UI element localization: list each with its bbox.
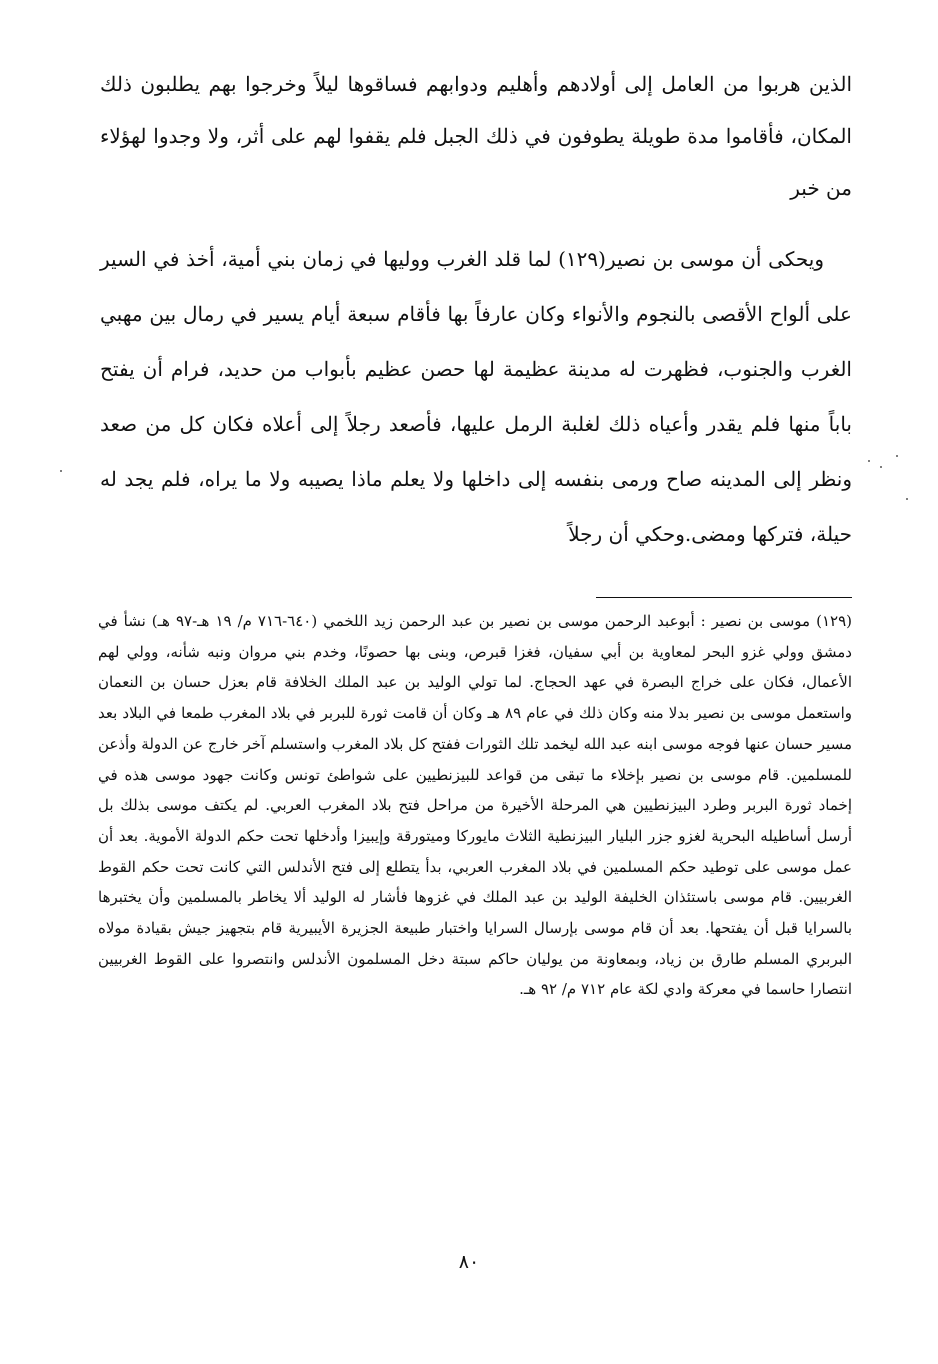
scan-speck xyxy=(906,498,908,500)
scan-speck xyxy=(896,455,898,457)
scan-speck xyxy=(868,460,870,462)
scan-speck xyxy=(880,466,882,468)
paragraph-2: ويحكى أن موسى بن نصير(١٢٩) لما قلد الغرب ووليها في زمان بني أمية، أخذ في السير على ألواح الأقصى بالنجوم والأنواء وكان عارفاً بها فأقام سبعة أيام يسير في رمال بين مهبي الغرب والجنوب، فظهرت له مدينة عظيمة لها حصن عظيم بأبواب من حديد، فرام أن يفتح باباً منها فلم يقدر وأعياه ذلك لغلبة الرمل عليها، فأصعد رجلاً إلى أعلاه فكان كل من صعد ونظر إلى المدينه صاح ورمى بنفسه إلى داخلها ولا يعلم ماذا يصيبه ولا ما يراه، فلم يجد له حيلة، فتركها ومضى.وحكي أن رجلاً xyxy=(100,247,852,546)
footnote-text: (١٢٩) موسى بن نصير : أبوعبد الرحمن موسى بن نصير بن عبد الرحمن زيد اللخمي (٦٤٠-٧١٦ م/ ١٩ هـ-٩٧ هـ) نشأ في دمشق وولي غزو البحر لمعاوية بن أبي سفيان، فغزا قبرص، وبنى بها حصونًا، وخدم بني مروان ونبه شأنه، وولي لهم الأعمال، فكان على خراج البصرة في عهد الحجاج. لما تولي الوليد بن عبد الملك الخلافة قام بعزل حسان بن النعمان واستعمل موسى بن نصير بدلا منه وكان ذلك في عام ٨٩ هـ وكان أن قامت ثورة للبربر في بلاد المغرب طمعا في البلاد بعد مسير حسان عنها فوجه موسى ابنه عبد الله ليخمد تلك الثورات ففتح كل بلاد المغرب واستسلم آخر خارج عن الدولة وأذعن للمسلمين. قام موسى بن نصير بإخلاء ما تبقى من قواعد للبيزنطيين على شواطئ تونس وكانت جهود موسى هذه في إخماد ثورة البربر وطرد البيزنطيين هي المرحلة الأخيرة من مراحل فتح بلاد المغرب العربي. لم يكتف موسى بذلك بل أرسل أساطيله البحرية لغزو جزر البليار البيزنطية الثلاث مايوركا وميتورقة وإيبيزا وأدخلها تحت حكم الدولة الأموية. بعد أن عمل موسى على توطيد حكم المسلمين في بلاد المغرب العربي، بدأ يتطلع إلى فتح الأندلس التي كانت تحت حكم القوط الغربيين. قام موسى باستئذان الخليفة الوليد بن عبد الملك في غزوها فأشار له الوليد ألا يخاطر بالمسلمين وأن يختبرها بالسرايا قبل أن يفتحها. بعد أن قام موسى بإرسال السرايا واختبار طبيعة الجزيرة الأيبيرية قام بتجهيز جيش بقيادة مولاه البربري المسلم طارق بن زياد، وبمعاونة من يوليان حاكم سبتة دخل المسلمون الأندلس وانتصروا على القوط الغربيين انتصارا حاسما في معركة وادي لكة عام ٧١٢ م/ ٩٢ هـ. xyxy=(98,612,853,999)
footnote-separator xyxy=(596,597,852,598)
scan-speck xyxy=(60,470,62,472)
paragraph-1: الذين هربوا من العامل إلى أولادهم وأهليم ودوابهم فساقوها ليلاً وخرجوا بهم يطلبون ذلك المكان، فأقاموا مدة طويلة يطوفون في ذلك الجبل فلم يقفوا لهم على أثر، ولا وجدوا لهؤلاء من خبر xyxy=(100,72,852,200)
page-number: ٨٠ xyxy=(458,1251,480,1273)
